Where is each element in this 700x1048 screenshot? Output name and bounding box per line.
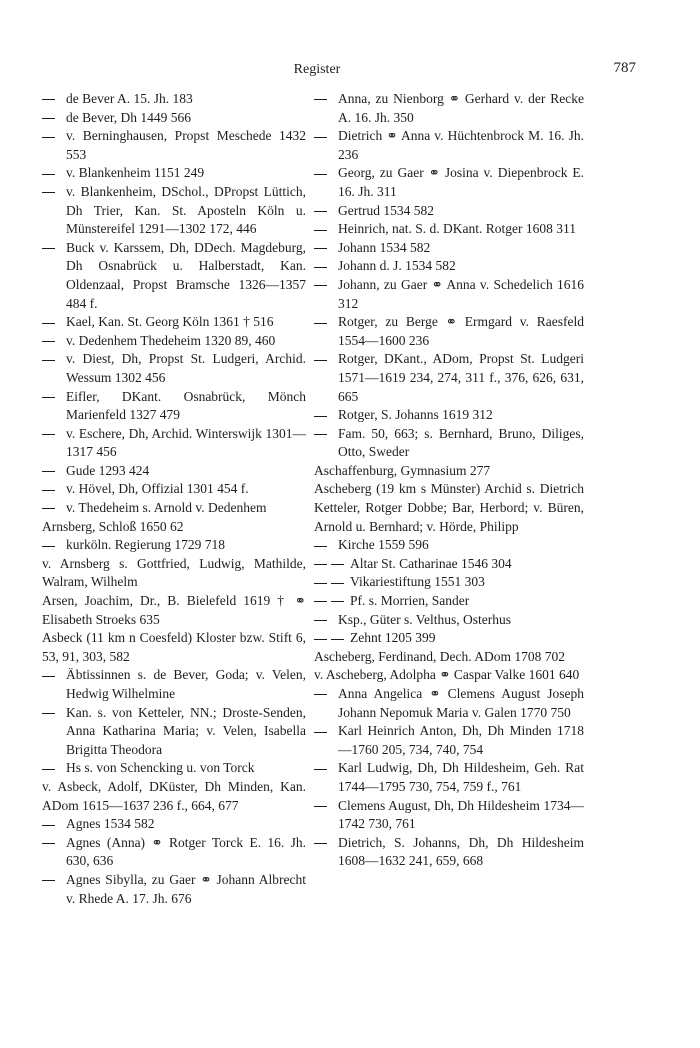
index-entry-text: Anna, zu Nienborg ⚭ Gerhard v. der Recke A. 16. Jh. 350 [338,91,584,125]
index-entry [314,573,584,592]
index-entry [314,276,584,313]
index-entry [314,834,584,871]
index-entry [314,257,584,276]
continuation-dash [314,164,331,183]
index-entry [42,239,306,313]
index-entry-text: Gertrud 1534 582 [338,202,434,218]
index-entry-text: Johann d. J. 1534 582 [338,258,456,274]
index-entry [314,536,584,555]
index-entry-text: Agnes 1534 582 [66,816,155,832]
index-entry [42,183,306,239]
index-entry [42,480,306,499]
index-entry-text: Fam. 50, 663; s. Bernhard, Bruno, Diliges, Otto, Sweder [338,425,584,460]
index-entry-text: Agnes (Anna) ⚭ Rotger Torck E. 16. Jh. 630, 636 [66,834,306,869]
index-entry [314,164,584,201]
continuation-dash [42,313,59,332]
index-entry-text: Eifler, DKant. Osnabrück, Mönch Marienfeld 1327 479 [66,388,306,423]
index-entry-text: Pf. s. Morrien, Sander [350,593,470,609]
index-entry-text: v. Thedeheim s. Arnold v. Dedenhem [66,500,267,516]
page-number: 787 [613,60,636,76]
continuation-dash [42,666,59,685]
index-entry-text: Vikariestiftung 1551 303 [350,574,485,590]
continuation-dash [42,239,59,258]
index-entry-text: Dietrich ⚭ Anna v. Hüchtenbrock M. 16. Jh. 236 [338,128,584,162]
continuation-dash [42,462,59,481]
continuation-dash [42,332,59,351]
continuation-dash [314,536,331,555]
index-entry-text: v. Blankenheim, DSchol., DPropst Lüttich, Dh Trier, Kan. St. Aposteln Köln u. Münstereifel 1291—1302 172, 446 [66,183,306,237]
index-entry [314,350,584,406]
index-entry-text: Anna Angelica ⚭ Clemens August Joseph Johann Nepomuk Maria v. Galen 1770 750 [338,686,584,720]
index-entry-text: Äbtissinnen s. de Bever, Goda; v. Velen, Hedwig Wilhelmine [66,667,306,701]
index-entry [42,109,306,128]
index-column-right [314,90,584,871]
index-entry-text: v. Berninghausen, Propst Meschede 1432 553 [66,128,306,162]
index-entry-text: Kan. s. von Ketteler, NN.; Droste-Senden, Anna Katharina Maria; v. Velen, Isabella Brigitta Theodora [66,704,306,757]
continuation-dash [314,276,331,295]
index-entry-text: Zehnt 1205 399 [350,630,436,646]
index-entry-text: Arnsberg, Schloß 1650 62 [42,518,184,534]
continuation-dash [314,350,331,369]
index-entry-text: v. Arnsberg s. Gottfried, Ludwig, Mathilde, Walram, Wilhelm [42,555,306,590]
index-entry [314,685,584,722]
index-entry [314,666,584,685]
index-entry-text: de Bever, Dh 1449 566 [66,109,192,125]
index-entry [314,648,584,667]
continuation-dash [42,164,59,183]
index-entry [314,425,584,462]
index-entry [42,666,306,703]
index-entry-text: Gude 1293 424 [66,462,150,478]
index-entry-text: Karl Ludwig, Dh, Dh Hildesheim, Geh. Rat 1744—1795 730, 754, 759 f., 761 [338,760,584,794]
index-entry-text: v. Blankenheim 1151 249 [66,165,205,181]
index-entry [42,629,306,666]
index-entry [314,462,584,481]
index-entry [42,778,306,815]
index-entry [314,127,584,164]
index-entry-text: Georg, zu Gaer ⚭ Josina v. Diepenbrock E. 16. Jh. 311 [338,165,584,199]
index-entry-text: Karl Heinrich Anton, Dh, Dh Minden 1718—1760 205, 734, 740, 754 [338,723,584,757]
continuation-dash [42,425,59,444]
index-entry [42,90,306,109]
continuation-dash [314,239,331,258]
continuation-dash [314,220,331,239]
continuation-dash [314,611,331,630]
index-column-left [42,90,306,908]
index-entry-text: Hs s. von Schencking u. von Torck [66,760,255,776]
continuation-dash [314,759,331,778]
index-entry [42,871,306,908]
index-entry [314,555,584,574]
index-entry [42,555,306,592]
index-entry [42,499,306,518]
continuation-dash [314,592,348,611]
index-entry-text: Rotger, S. Johanns 1619 312 [338,407,493,423]
index-entry-text: Heinrich, nat. S. d. DKant. Rotger 1608 311 [338,221,576,237]
index-entry [42,592,306,629]
continuation-dash [42,480,59,499]
continuation-dash [314,834,331,853]
index-entry-text: de Bever A. 15. Jh. 183 [66,91,193,106]
index-entry-text: v. Diest, Dh, Propst St. Ludgeri, Archid. Wessum 1302 456 [66,351,306,385]
index-entry-text: Agnes Sibylla, zu Gaer ⚭ Johann Albrecht v. Rhede A. 17. Jh. 676 [66,871,306,906]
continuation-dash [314,722,331,741]
continuation-dash [42,815,59,834]
index-entry [314,759,584,796]
index-entry-text: v. Eschere, Dh, Archid. Winterswijk 1301—1317 456 [66,425,306,460]
index-entry-text: Dietrich, S. Johanns, Dh, Dh Hildesheim 1608—1632 241, 659, 668 [338,834,584,869]
index-entry [314,592,584,611]
index-entry-text: Johann 1534 582 [338,239,431,255]
continuation-dash [314,573,348,592]
continuation-dash [42,350,59,369]
continuation-dash [314,629,348,648]
index-entry-text: Ascheberg, Ferdinand, Dech. ADom 1708 702 [314,648,565,664]
index-entry-text: Asbeck (11 km n Coesfeld) Kloster bzw. Stift 6, 53, 91, 303, 582 [42,630,306,664]
index-entry [314,722,584,759]
index-entry-text: v. Dedenhem Thedeheim 1320 89, 460 [66,332,276,348]
index-entry-text: Rotger, zu Berge ⚭ Ermgard v. Raesfeld 1554—1600 236 [338,314,584,348]
index-entry-text: Aschaffenburg, Gymnasium 277 [314,462,491,478]
index-entry [42,815,306,834]
index-entry [42,164,306,183]
index-entry-text: v. Ascheberg, Adolpha ⚭ Caspar Valke 1601 640 [314,667,580,683]
index-entry-text: v. Asbeck, Adolf, DKüster, Dh Minden, Kan. ADom 1615—1637 236 f., 664, 677 [42,778,306,813]
index-entry [314,629,584,648]
continuation-dash [314,257,331,276]
index-entry [42,704,306,760]
index-entry-text: Ksp., Güter s. Velthus, Osterhus [338,611,511,627]
continuation-dash [42,183,59,202]
continuation-dash [42,388,59,407]
running-header-title: Register [293,62,341,77]
continuation-dash [314,313,331,332]
continuation-dash [42,704,59,723]
index-entry-text: Buck v. Karssem, Dh, DDech. Magdeburg, Dh Osnabrück u. Halberstadt, Kan. Oldenzaal, Propst Bramsche 1326—1357 484 f. [66,239,306,311]
continuation-dash [314,202,331,221]
index-entry [42,518,306,537]
continuation-dash [42,759,59,778]
index-entry [42,388,306,425]
index-entry [314,90,584,127]
continuation-dash [314,406,331,425]
index-entry-text: Rotger, DKant., ADom, Propst St. Ludgeri 1571—1619 234, 274, 311 f., 376, 626, 631, 665 [338,351,584,404]
continuation-dash [314,90,331,109]
index-entry [42,313,306,332]
index-entry [42,759,306,778]
continuation-dash [42,499,59,518]
continuation-dash [42,536,59,555]
index-entry-text: Altar St. Catharinae 1546 304 [350,555,512,571]
continuation-dash [42,834,59,853]
continuation-dash [314,127,331,146]
index-entry [42,834,306,871]
continuation-dash [42,109,59,128]
index-entry-text: Kael, Kan. St. Georg Köln 1361 † 516 [66,314,274,330]
continuation-dash [314,685,331,704]
index-entry [314,313,584,350]
index-entry [42,462,306,481]
index-entry [42,536,306,555]
index-entry-text: v. Hövel, Dh, Offizial 1301 454 f. [66,481,249,497]
continuation-dash [314,555,348,574]
index-entry-text: Clemens August, Dh, Dh Hildesheim 1734—1742 730, 761 [338,797,584,832]
index-entry [314,220,584,239]
index-entry [42,127,306,164]
continuation-dash [42,127,59,146]
index-entry [314,202,584,221]
index-entry [314,406,584,425]
index-entry-text: Ascheberg (19 km s Münster) Archid s. Dietrich Ketteler, Rotger Dobbe; Bar, Herbord; v. Büren, Arnold u. Bernhard; v. Hörde, Philipp [314,481,584,534]
index-entry [314,797,584,834]
index-entry [314,480,584,536]
index-entry-text: kurköln. Regierung 1729 718 [66,537,225,553]
continuation-dash [42,871,59,890]
index-entry [42,425,306,462]
index-entry-text: Johann, zu Gaer ⚭ Anna v. Schedelich 1616 312 [338,276,584,311]
index-entry [314,611,584,630]
index-entry [314,239,584,258]
continuation-dash [42,90,59,109]
index-entry-text: Kirche 1559 596 [338,537,429,553]
index-entry-text: Arsen, Joachim, Dr., B. Bielefeld 1619 † ⚭ Elisabeth Stroeks 635 [42,593,306,627]
continuation-dash [314,425,331,444]
index-entry [42,332,306,351]
index-entry [42,350,306,387]
continuation-dash [314,797,331,816]
